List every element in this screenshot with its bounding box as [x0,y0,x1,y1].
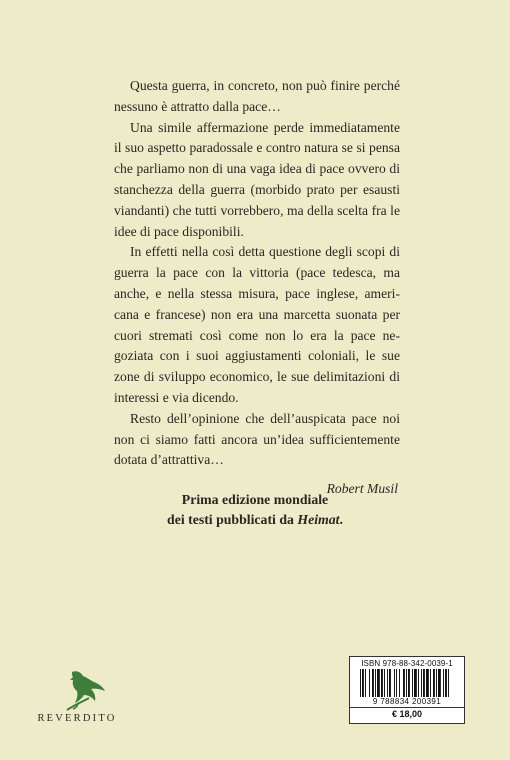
barcode-bar [377,669,380,697]
edition-line-2 [0,510,510,530]
publisher-logo [18,668,136,728]
barcode-bar [445,669,447,697]
edition-line-2-suffix: . [339,512,343,527]
quote-paragraph: Questa guerra, in concreto, non può finire perché nessuno è attratto dalla pace… [114,78,400,114]
edition-line-1: Prima edizione mondiale [181,492,329,507]
publisher-name: REVERDITO [37,713,117,724]
barcode-bar [372,669,374,697]
barcode-bar [412,669,413,697]
barcode-bar [433,669,435,697]
quote-paragraph: Resto dell’opinione che dell’auspicata pace noi non ci siamo fatti ancora un’idea sufficientemente dotata d’attrattiva… [114,410,400,468]
ean-digits: 9 788834 200391 [372,697,442,706]
edition-line-2-prefix: dei testi pubblicati da [167,512,298,527]
barcode-bar [394,669,395,697]
barcode-bar [365,669,366,697]
barcode-bar [403,669,405,697]
barcode-bar [448,669,449,697]
barcode-bar [406,669,407,697]
barcode-bar [418,669,419,697]
barcode-bar [387,669,388,697]
barcode-bar [423,669,425,697]
price: € 18,00 [391,709,423,719]
barcode-bar [443,669,444,697]
edition-note [0,490,510,530]
barcode-bar [362,669,364,697]
back-cover-quote [114,76,400,500]
bird-branch-icon [58,668,108,712]
barcode-bar [426,669,429,697]
isbn-label: ISBN 978-88-342-0039-1 [361,659,453,668]
barcode-bar [360,669,361,697]
barcode-bar [369,669,370,697]
price-divider [350,707,464,708]
quote-paragraph: Una simile affermazione perde immediatamente il suo aspetto paradossale e contro natura se si pensa che parliamo non di una vaga idea di pace ovvero di stanchezza della guerra (morbido prato per esausti viandanti) che tutti vorrebbero, ma della scelta fra le idee di pace disponibili. [114,119,400,239]
barcode-bar [430,669,431,697]
heimat-title: Heimat [297,512,340,527]
barcode-bar [436,669,437,697]
barcode-bar [414,669,417,697]
barcode-bar [375,669,376,697]
barcode-bar [381,669,383,697]
quote-paragraph: In effetti nella così detta questione degli scopi di guerra la pace con la vittoria (pace tedesca, ma anche, e nella stessa misura, pace inglese, americana e francese) non era una marcetta suonata per cuori stremati così come non lo era la pace negoziata con i suoi aggiustamenti coloniali, le sue zone di sviluppo economico, le sue delimitazioni di interessi e via dicendo. [114,244,400,405]
barcode-bar [421,669,422,697]
barcode-bar [438,669,441,697]
barcode-bar [408,669,410,697]
barcode-bar [399,669,400,697]
quote-author: Robert Musil [326,481,398,497]
isbn-barcode [349,656,465,724]
barcode-bar [389,669,391,697]
barcode-bar [396,669,397,697]
barcode-bar [384,669,385,697]
barcode-bars [360,669,456,697]
